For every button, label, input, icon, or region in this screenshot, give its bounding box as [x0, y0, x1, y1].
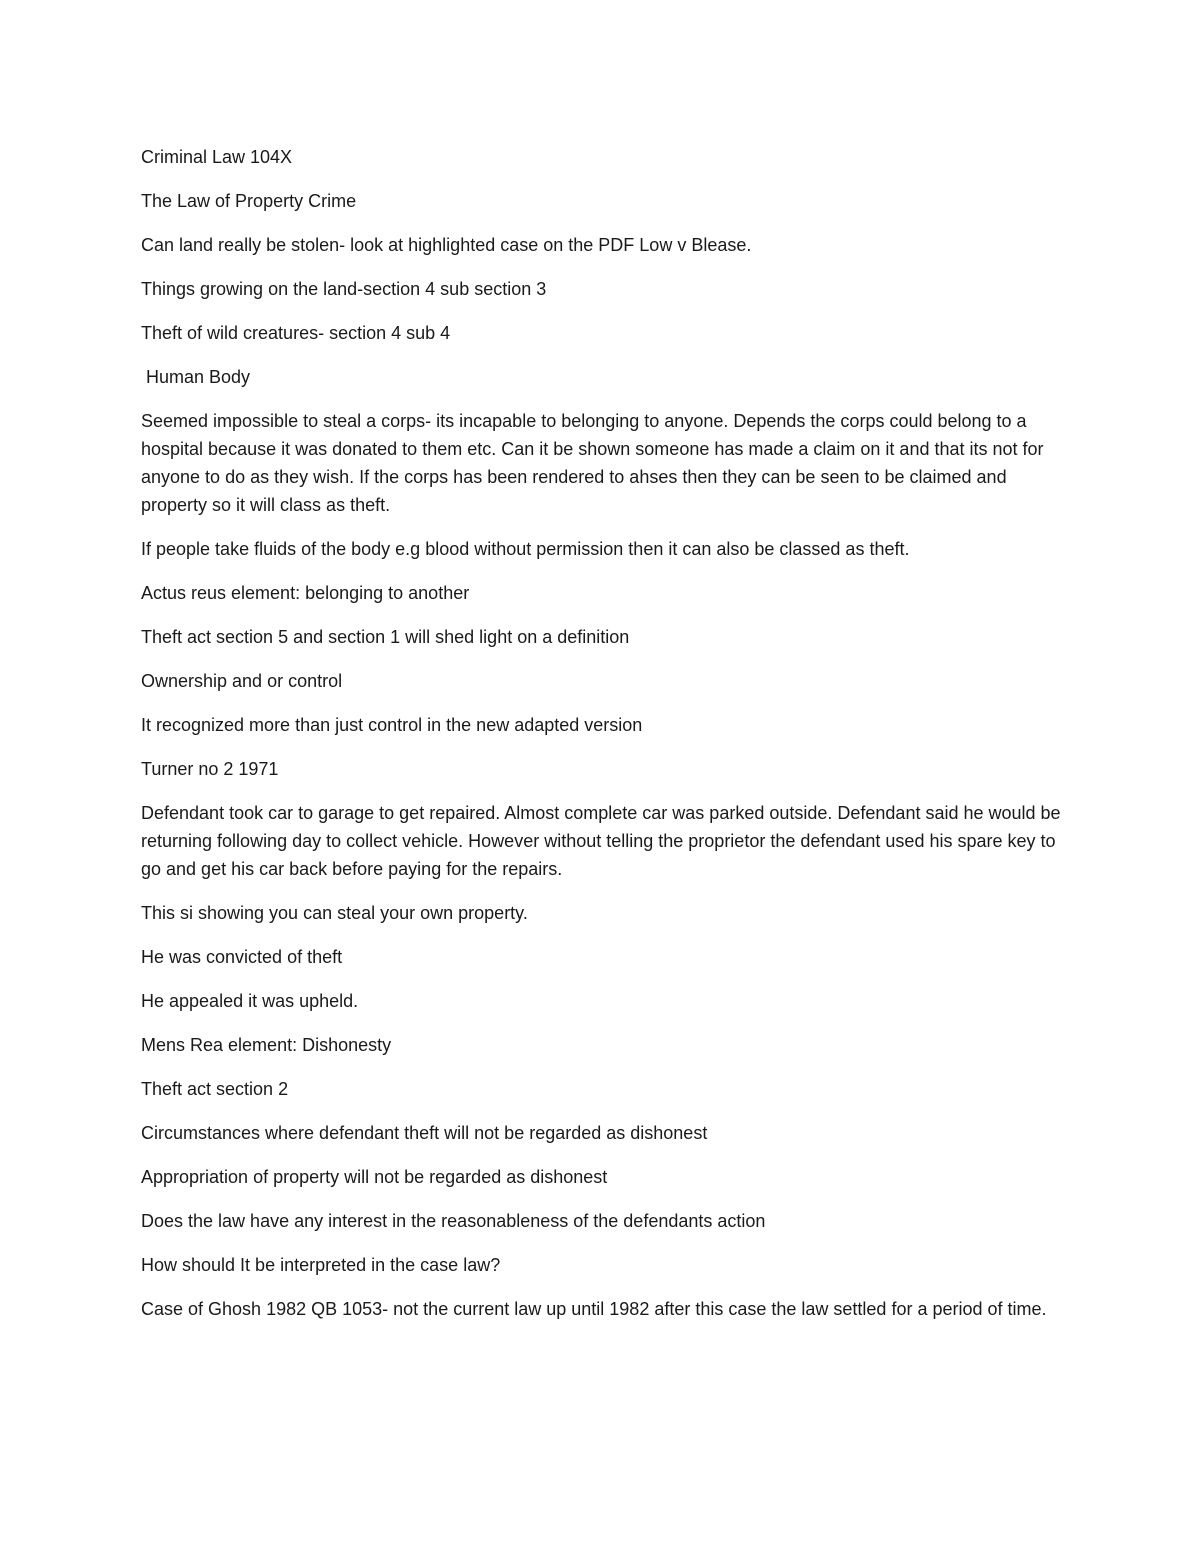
- paragraph: Ownership and or control: [141, 671, 343, 691]
- paragraph: He appealed it was upheld.: [141, 991, 359, 1011]
- paragraph: Mens Rea element: Dishonesty: [141, 1035, 392, 1055]
- paragraph: This si showing you can steal your own property.: [141, 903, 528, 923]
- paragraph: Actus reus element: belonging to another: [141, 583, 470, 603]
- paragraph: Turner no 2 1971: [141, 759, 279, 779]
- paragraph: He was convicted of theft: [141, 947, 343, 967]
- paragraph: Seemed impossible to steal a corps- its incapable to belonging to anyone. Depends the corps could belong to a hospital because it was donated to them etc. Can it be shown someone has made a claim on it and that its not for anyone to do as they wish. If the corps has been rendered to ahses then they can be seen to be claimed and property so it will class as theft.: [141, 411, 1044, 515]
- paragraph: Case of Ghosh 1982 QB 1053- not the current law up until 1982 after this case the law settled for a period of time.: [141, 1299, 1047, 1319]
- paragraph: Theft of wild creatures- section 4 sub 4: [141, 323, 451, 343]
- paragraph: If people take fluids of the body e.g blood without permission then it can also be classed as theft.: [141, 539, 910, 559]
- paragraph: How should It be interpreted in the case law?: [141, 1255, 501, 1275]
- paragraph: Things growing on the land-section 4 sub section 3: [141, 279, 547, 299]
- paragraph: Appropriation of property will not be regarded as dishonest: [141, 1167, 608, 1187]
- subheading: Human Body: [146, 367, 251, 387]
- document-body: [141, 143, 1071, 1339]
- paragraph: Circumstances where defendant theft will not be regarded as dishonest: [141, 1123, 708, 1143]
- paragraph: It recognized more than just control in the new adapted version: [141, 715, 643, 735]
- paragraph: Theft act section 2: [141, 1079, 289, 1099]
- paragraph: Does the law have any interest in the reasonableness of the defendants action: [141, 1211, 766, 1231]
- paragraph: Defendant took car to garage to get repaired. Almost complete car was parked outside. Defendant said he would be returning following day to collect vehicle. However without telling the proprietor the defendant used his spare key to go and get his car back before paying for the repairs.: [141, 803, 1061, 879]
- paragraph: Theft act section 5 and section 1 will shed light on a definition: [141, 627, 630, 647]
- paragraph: Can land really be stolen- look at highlighted case on the PDF Low v Blease.: [141, 235, 752, 255]
- document-title: Criminal Law 104X: [141, 147, 293, 167]
- section-heading: The Law of Property Crime: [141, 191, 357, 211]
